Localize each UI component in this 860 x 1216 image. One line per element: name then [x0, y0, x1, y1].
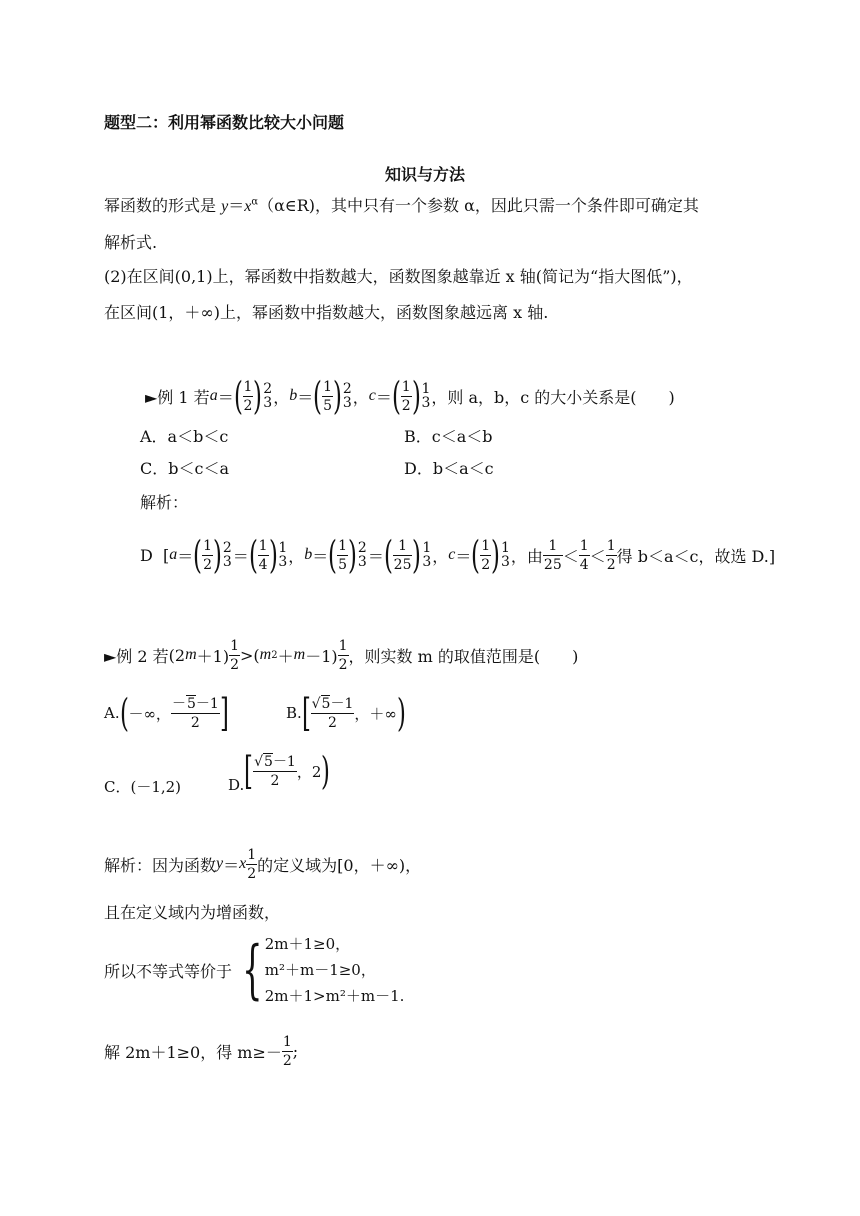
example-1-analysis-label: 解析： [140, 493, 189, 512]
example-1-solution: D [ a ＝ ( $\frac{1}{2}$ ) 2 3 ＝ ( $\frac{1}{4}$ ) 1 3 ， b ＝ ( $\frac{1}{5}$ ) 2 3 ＝ ( $\frac{1}{25}$ ) 1 3 ， c ＝ ( $\frac{1}{2}$ ) 1 3 ， 由 $\frac{1}{25}$ ＜ $\frac{1}{4}$ ＜ $\frac{1}{2}$ 得 b＜a＜c，故选 D.] [140, 533, 776, 577]
solution-line-4: 解 2m＋1≥0，得 m≥－ $\frac{1}{2}$ ; [104, 1033, 299, 1069]
subheading: 知识与方法 [385, 165, 466, 184]
example-1-option-b: B．c＜a＜b [404, 427, 493, 446]
solution-line-3: 所以不等式等价于 { 2m＋1≥0， m²＋m－1≥0， 2m＋1>m²＋m－1. [104, 933, 405, 1007]
example-1-answer: D [140, 545, 153, 565]
intro-line-4: 在区间(1，＋∞)上，幂函数中指数越大，函数图象越远离 x 轴. [104, 303, 549, 322]
example-1-option-d: D．b＜a＜c [404, 459, 494, 478]
system-eq-1: 2m＋1≥0， [264, 935, 351, 953]
intro-line-1: 幂函数的形式是 $y=x^\alpha(\alpha\in R)$，其中只有一个参数 α，因此只需一个条件即可确定其 [104, 196, 699, 215]
example-2-option-d: D. [ $\frac{√5-1}{2}$ ，2 ) [228, 749, 331, 794]
example-2-option-a: A. ( －∞， $\frac{-5-1}{2}$ ] [104, 691, 229, 735]
example-2-question: ►例 2 若 (2 m ＋1) $\frac{1}{2}$ >( m 2 ＋ m －1) $\frac{1}{2}$ ，则实数 m 的取值范围是( ) [104, 637, 579, 673]
example-1-question: ►例 1 若 a ＝ ( $\frac{1}{2}$ ) 2 3 ， b ＝ ( $\frac{1}{5}$ ) 2 3 ， c ＝ ( $\frac{1}{2}$ ) 1 3 ，则 a，b，c 的大小关系是( ) [145, 374, 675, 418]
solution-line-1: 解析：因为函数 y ＝ x $\frac{1}{2}$ 的定义域为[0，＋∞)， [104, 846, 422, 882]
example-2-option-c: C．(－1,2) [104, 778, 182, 796]
example-1-option-c: C．b＜c＜a [140, 459, 229, 478]
example-1-option-a: A．a＜b＜c [140, 427, 229, 446]
system-eq-2: m²＋m－1≥0， [264, 961, 376, 979]
example-2-option-b: B. [ $\frac{√5-1}{2}$ ，＋∞ ) [286, 691, 406, 735]
intro-line-2: 解析式. [104, 233, 158, 252]
power-formula: y [221, 198, 229, 215]
intro-line-3: (2)在区间(0,1)上，幂函数中指数越大，函数图象越靠近 x 轴(简记为“指大图低”)， [104, 267, 693, 286]
solution-line-2: 且在定义域内为增函数， [104, 903, 281, 922]
section-heading: 题型二：利用幂函数比较大小问题 [104, 113, 345, 132]
system-eq-3: 2m＋1>m²＋m－1. [264, 987, 405, 1005]
